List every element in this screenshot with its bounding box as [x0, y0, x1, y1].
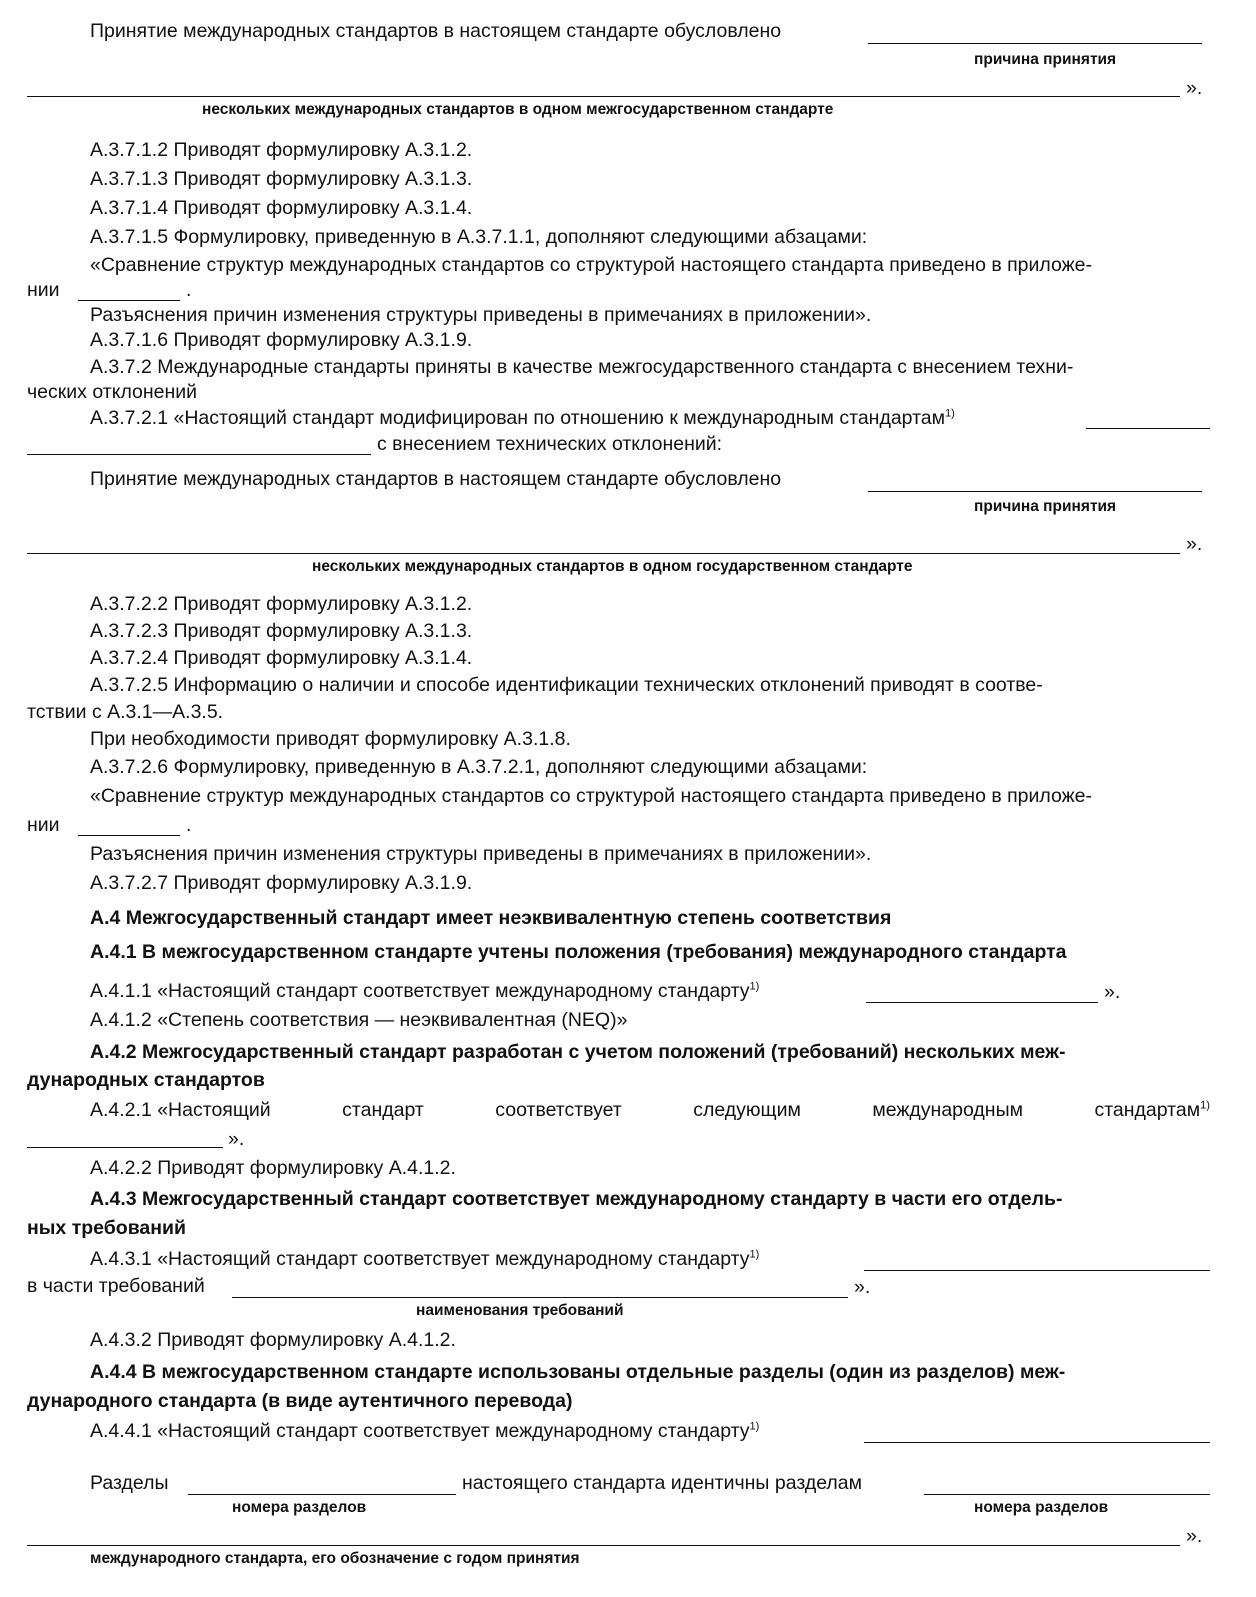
clause-a431: А.4.3.1 «Настоящий стандарт соответствует международному стандарту$^{1)}$	[90, 1248, 760, 1270]
comparison-2-dot: .	[186, 814, 192, 836]
blank-section-numbers-2	[924, 1494, 1210, 1495]
blank-requirements	[232, 1297, 848, 1298]
caption-several-1: нескольких международных стандартов в одном межгосударственном стандарте	[202, 101, 834, 118]
caption-reason-1: причина принятия	[974, 51, 1117, 68]
blank-standard-a431	[864, 1270, 1210, 1271]
clause-a3726: А.3.7.2.6 Формулировку, приведенную в А.3.7.2.1, дополняют следующими абзацами:	[90, 756, 868, 778]
explanation-1: Разъяснения причин изменения структуры приведены в примечаниях в приложении».	[90, 304, 872, 326]
blank-full-1	[27, 96, 1180, 97]
clause-a372-line2: ческих отклонений	[27, 381, 198, 403]
caption-requirement-names: наименования требований	[416, 1302, 624, 1319]
clause-a432: А.4.3.2 Приводят формулировку А.4.1.2.	[90, 1329, 456, 1351]
blank-reason-2	[868, 491, 1202, 492]
blank-annex-2	[78, 835, 180, 836]
explanation-2: Разъяснения причин изменения структуры приведены в примечаниях в приложении».	[90, 843, 872, 865]
clause-a421: А.4.2.1 «Настоящий стандарт соответствует следующим международным стандартам$^{1)}$	[90, 1099, 1210, 1121]
adoption-intro-2: Принятие международных стандартов в настоящем стандарте обусловлено	[90, 468, 782, 490]
clause-a3721: А.3.7.2.1 «Настоящий стандарт модифицирован по отношению к международным стандартам$^{1)}$	[90, 407, 955, 429]
clause-a3724: А.3.7.2.4 Приводят формулировку А.3.1.4.	[90, 647, 473, 669]
comparison-2-line2: нии	[27, 814, 60, 836]
heading-a4: А.4 Межгосударственный стандарт имеет неэквивалентную степень соответствия	[90, 907, 892, 929]
clause-a3712: А.3.7.1.2 Приводят формулировку А.3.1.2.	[90, 139, 473, 161]
clause-a441: А.4.4.1 «Настоящий стандарт соответствует международному стандарту$^{1)}$	[90, 1420, 760, 1442]
clause-a3722: А.3.7.2.2 Приводят формулировку А.3.1.2.	[90, 593, 473, 615]
heading-a42-line2: дународных стандартов	[27, 1069, 265, 1091]
end-mark-a421: ».	[228, 1128, 245, 1150]
blank-standards-1	[1086, 428, 1210, 429]
clause-a412: А.4.1.2 «Степень соответствия — неэквивалентная (NEQ)»	[90, 1009, 628, 1031]
comparison-1-line2: нии	[27, 279, 60, 301]
caption-several-2: нескольких международных стандартов в одном государственном стандарте	[312, 558, 913, 575]
if-needed: При необходимости приводят формулировку А.3.1.8.	[90, 728, 571, 750]
end-mark-2: ».	[1186, 533, 1203, 555]
comparison-1-dot: .	[186, 279, 192, 301]
end-mark-a411: ».	[1104, 981, 1121, 1003]
blank-reason-1	[868, 43, 1202, 44]
clause-a3716: А.3.7.1.6 Приводят формулировку А.3.1.9.	[90, 329, 473, 351]
blank-standards-2	[27, 454, 371, 455]
blank-full-3	[27, 1545, 1180, 1546]
end-mark-a431: ».	[854, 1276, 871, 1298]
clause-a3713: А.3.7.1.3 Приводят формулировку А.3.1.3.	[90, 168, 473, 190]
caption-section-numbers-1: номера разделов	[232, 1499, 367, 1516]
end-mark-1: ».	[1186, 77, 1203, 99]
heading-a44-line2: дународного стандарта (в виде аутентичного перевода)	[27, 1390, 573, 1412]
caption-section-numbers-2: номера разделов	[974, 1499, 1109, 1516]
comparison-2-line1: «Сравнение структур международных стандартов со структурой настоящего стандарта приведено в приложе-	[90, 785, 1093, 807]
clause-a372-line1: А.3.7.2 Международные стандарты приняты в качестве межгосударственного стандарта с внесением техни-	[90, 356, 1074, 378]
blank-full-2	[27, 553, 1180, 554]
adoption-intro-1: Принятие международных стандартов в настоящем стандарте обусловлено	[90, 20, 782, 42]
clause-a431-parts: в части требований	[27, 1275, 205, 1297]
clause-a3725-line1: А.3.7.2.5 Информацию о наличии и способе идентификации технических отклонений приводят в соотве-	[90, 674, 1043, 696]
clause-a3723: А.3.7.2.3 Приводят формулировку А.3.1.3.	[90, 620, 473, 642]
heading-a41: А.4.1 В межгосударственном стандарте учтены положения (требования) международного стандарта	[90, 941, 1067, 963]
clause-a3721-line2: с внесением технических отклонений:	[377, 433, 723, 455]
sections-label: Разделы	[90, 1472, 169, 1494]
caption-intl-designation: международного стандарта, его обозначение с годом принятия	[90, 1550, 580, 1567]
blank-section-numbers-1	[188, 1494, 456, 1495]
heading-a43-line2: ных требований	[27, 1217, 187, 1239]
blank-annex-1	[78, 300, 180, 301]
clause-a411: А.4.1.1 «Настоящий стандарт соответствует международному стандарту$^{1)}$	[90, 980, 760, 1002]
caption-reason-2: причина принятия	[974, 498, 1117, 515]
clause-a422: А.4.2.2 Приводят формулировку А.4.1.2.	[90, 1157, 456, 1179]
blank-standard-a411	[866, 1002, 1098, 1003]
clause-a3727: А.3.7.2.7 Приводят формулировку А.3.1.9.	[90, 872, 473, 894]
heading-a43-line1: А.4.3 Межгосударственный стандарт соответствует международному стандарту в части его отдель-	[90, 1188, 1063, 1210]
blank-standard-a441	[864, 1442, 1210, 1443]
clause-a3715: А.3.7.1.5 Формулировку, приведенную в А.3.7.1.1, дополняют следующими абзацами:	[90, 226, 868, 248]
clause-a3714: А.3.7.1.4 Приводят формулировку А.3.1.4.	[90, 197, 473, 219]
heading-a42-line1: А.4.2 Межгосударственный стандарт разработан с учетом положений (требований) нескольких меж-	[90, 1041, 1066, 1063]
clause-a3725-line2: тствии с А.3.1—А.3.5.	[27, 701, 224, 723]
blank-standards-a421	[27, 1147, 223, 1148]
sections-middle-text: настоящего стандарта идентичны разделам	[462, 1472, 863, 1494]
comparison-1-line1: «Сравнение структур международных стандартов со структурой настоящего стандарта приведено в приложе-	[90, 254, 1093, 276]
heading-a44-line1: А.4.4 В межгосударственном стандарте использованы отдельные разделы (один из разделов) меж-	[90, 1361, 1066, 1383]
end-mark-3: ».	[1186, 1525, 1203, 1547]
